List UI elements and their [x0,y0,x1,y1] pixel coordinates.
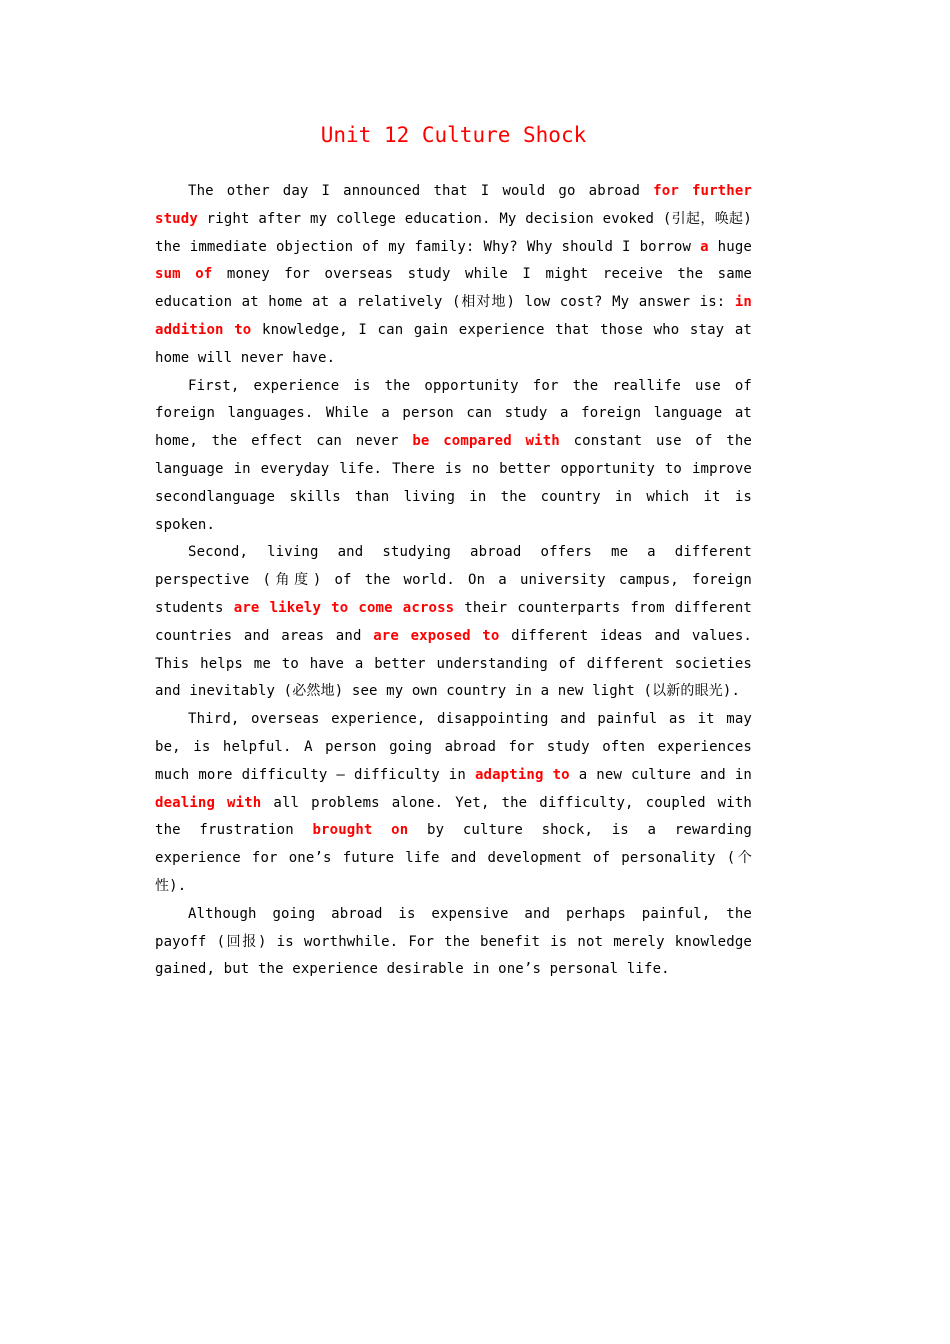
text-run: Second, living and studying abroad offers me a different perspective (角度) of the world. On a university campus, foreign students [155,544,752,616]
text-run: constant use of the language in everyday life. There is no better opportunity to improve secondlanguage skills than living in the country in which it is spoken. [155,433,753,533]
paragraph [155,373,752,540]
highlighted-phrase: are likely to come across [233,599,455,616]
text-run: Although going abroad is expensive and perhaps painful, the payoff (回报) is worthwhile. For the benefit is not merely knowledge gained, but the experience desirable in one’s personal life. [155,905,752,978]
document-body [155,178,752,984]
page-title: Unit 12 Culture Shock [320,123,587,147]
paragraph [155,706,752,901]
paragraph [155,539,752,706]
text-run: huge [708,238,752,255]
highlighted-phrase: are exposed to [373,627,500,644]
document-page [155,118,752,984]
text-run: all problems alone. Yet, the difficulty, coupled with the frustration [155,794,752,839]
highlighted-phrase: in addition to [155,294,752,338]
highlighted-phrase: adapting to [474,766,570,783]
text-run: First, experience is the opportunity for the reallife use of foreign languages. While a person can study a foreign language at home, the effect can never [155,377,752,450]
highlighted-phrase: brought on [312,822,409,839]
text-run: by culture shock, is a rewarding experience for one’s future life and development of personality (个性). [155,822,752,894]
highlighted-phrase: for further study [155,183,753,227]
highlighted-phrase: dealing with [155,794,262,811]
highlighted-phrase: sum of [155,266,213,283]
highlighted-phrase: a [700,238,709,255]
text-run: knowledge, I can gain experience that those who stay at home will never have. [155,321,752,366]
text-run: a new culture and in [569,766,752,783]
text-run: Third, overseas experience, disappointing and painful as it may be, is helpful. A person going abroad for study often experiences much more difficulty — difficulty in [155,711,752,783]
paragraph [155,901,752,984]
text-run: The other day I announced that I would go abroad [188,183,654,199]
text-run: right after my college education. My decision evoked (引起，唤起) the immediate objection of my family: Why? Why should I borrow [155,210,752,255]
text-run: different ideas and values. This helps me to have a better understanding of different societies and inevitably (必然地) see my own country in a new light (以新的眼光). [155,627,752,700]
text-run: their counterparts from different countries and areas and [155,599,752,644]
highlighted-phrase: be compared with [412,433,560,450]
text-run: money for overseas study while I might receive the same education at home at a relatively (相对地) low cost? My answer is: [155,266,752,311]
paragraph [155,178,752,373]
